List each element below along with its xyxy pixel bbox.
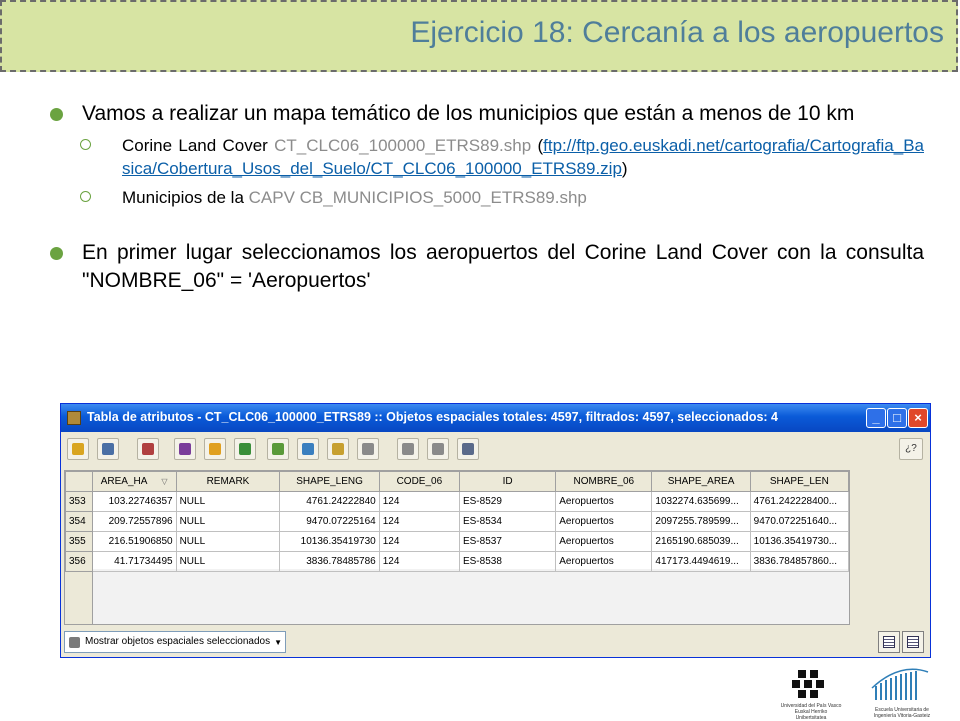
pan-button[interactable] <box>297 438 319 460</box>
school-logo-text: Escuela Universitaria de Ingeniería Vitoria-Gasteiz <box>873 707 931 719</box>
upv-ehu-logo <box>780 668 842 721</box>
delete-icon <box>142 443 154 455</box>
column-header-shape-leng[interactable]: SHAPE_LENG <box>280 472 379 492</box>
form-view-icon <box>907 636 919 648</box>
table-row[interactable] <box>66 532 849 552</box>
pencil-icon <box>72 443 84 455</box>
bullet-list <box>48 100 924 295</box>
minimize-button[interactable]: _ <box>866 408 886 428</box>
table-cell[interactable]: 41.71734495 <box>92 552 176 572</box>
save-button[interactable] <box>97 438 119 460</box>
close-button[interactable]: × <box>908 408 928 428</box>
corine-download-link[interactable]: ftp://ftp.geo.euskadi.net/cartografia/Cartografia_Basica/Cobertura_Usos_del_Suelo/CT_CLC06_100000_ETRS89.zip <box>122 136 924 178</box>
column-header-nombre-06[interactable]: NOMBRE_06 <box>556 472 652 492</box>
table-cell[interactable]: NULL <box>176 492 280 512</box>
invert-selection-icon <box>272 443 284 455</box>
help-button[interactable]: ¿? <box>899 438 923 460</box>
table-cell[interactable]: NULL <box>176 552 280 572</box>
grid-empty-area <box>93 569 849 624</box>
table-cell[interactable]: 124 <box>379 552 459 572</box>
copy-icon <box>362 443 374 455</box>
select-all-icon <box>209 443 221 455</box>
window-title: Tabla de atributos - CT_CLC06_100000_ETRS89 :: Objetos espaciales totales: 4597, filtrados: 4597, seleccionados: 4 <box>87 410 779 424</box>
field-calculator-button[interactable] <box>457 438 479 460</box>
table-cell[interactable]: ES-8529 <box>459 492 555 512</box>
ring-bullet-icon <box>80 191 91 202</box>
table-cell[interactable]: Aeropuertos <box>556 492 652 512</box>
table-cell[interactable]: ES-8537 <box>459 532 555 552</box>
corner-header[interactable] <box>66 472 93 492</box>
delete-column-icon <box>432 443 444 455</box>
municipios-file: CAPV CB_MUNICIPIOS_5000_ETRS89.shp <box>248 188 587 207</box>
save-icon <box>102 443 114 455</box>
copy-button[interactable] <box>357 438 379 460</box>
new-column-button[interactable] <box>397 438 419 460</box>
table-cell[interactable]: 4761.24222840 <box>280 492 379 512</box>
form-view-button[interactable] <box>902 631 924 653</box>
sort-arrow-icon: ▽ <box>161 477 168 486</box>
bottom-bar <box>64 629 926 655</box>
row-header[interactable]: 353 <box>66 492 93 512</box>
table-cell[interactable]: Aeropuertos <box>556 552 652 572</box>
table-cell[interactable]: 1032274.635699... <box>652 492 750 512</box>
attribute-grid[interactable] <box>64 470 850 625</box>
column-header-remark[interactable]: REMARK <box>176 472 280 492</box>
column-header-code-06[interactable]: CODE_06 <box>379 472 459 492</box>
filter-icon <box>69 637 80 648</box>
select-all-button[interactable] <box>204 438 226 460</box>
row-header[interactable]: 356 <box>66 552 93 572</box>
bullet-dot-icon <box>50 247 63 260</box>
expression-button[interactable] <box>174 438 196 460</box>
slide-title: Ejercicio 18: Cercanía a los aeropuertos <box>410 16 944 49</box>
sub-bullet-corine <box>48 134 924 180</box>
upv-emblem-icon <box>780 668 842 698</box>
column-header-shape-area[interactable]: SHAPE_AREA <box>652 472 750 492</box>
window-titlebar[interactable] <box>61 404 930 432</box>
delete-column-button[interactable] <box>427 438 449 460</box>
maximize-button[interactable]: □ <box>887 408 907 428</box>
show-features-dropdown[interactable] <box>64 631 286 653</box>
table-app-icon <box>67 411 81 425</box>
column-header-id[interactable]: ID <box>459 472 555 492</box>
sub-bullet-municipios <box>48 186 924 209</box>
table-cell[interactable]: 124 <box>379 512 459 532</box>
field-calculator-icon <box>462 443 474 455</box>
table-cell[interactable]: 124 <box>379 532 459 552</box>
table-cell[interactable]: NULL <box>176 532 280 552</box>
table-row[interactable] <box>66 512 849 532</box>
table-cell[interactable]: 9470.07225164 <box>280 512 379 532</box>
table-cell[interactable]: 103.22746357 <box>92 492 176 512</box>
municipios-label: Municipios de la <box>122 188 249 207</box>
zoom-icon <box>332 443 344 455</box>
zoom-button[interactable] <box>327 438 349 460</box>
pencil-button[interactable] <box>67 438 89 460</box>
show-features-label: Mostrar objetos espaciales seleccionados <box>85 636 271 647</box>
attribute-toolbar <box>64 434 926 466</box>
title-banner <box>0 0 958 72</box>
upv-logo-text: Universidad del País Vasco Euskal Herriko Unibertsitatea <box>780 703 842 721</box>
attribute-table-window <box>60 403 931 658</box>
table-cell[interactable]: 10136.35419730 <box>280 532 379 552</box>
attribute-table <box>65 471 849 572</box>
table-cell[interactable]: 10136.35419730... <box>750 532 848 552</box>
table-cell[interactable]: 4761.242228400... <box>750 492 848 512</box>
invert-selection-button[interactable] <box>267 438 289 460</box>
school-logo <box>866 666 938 719</box>
ring-bullet-icon <box>80 139 91 150</box>
delete-button[interactable] <box>137 438 159 460</box>
table-cell[interactable]: 3836.784857860... <box>750 552 848 572</box>
row-header[interactable]: 355 <box>66 532 93 552</box>
table-cell[interactable]: Aeropuertos <box>556 512 652 532</box>
school-emblem-icon <box>866 666 938 702</box>
table-cell[interactable]: Aeropuertos <box>556 532 652 552</box>
column-header-area-ha[interactable]: AREA_HA ▽ <box>92 472 176 492</box>
expression-icon <box>179 443 191 455</box>
move-top-icon <box>239 443 251 455</box>
bullet-dot-icon <box>50 108 63 121</box>
corine-file: CT_CLC06_100000_ETRS89.shp <box>274 136 532 155</box>
table-row[interactable] <box>66 492 849 512</box>
bullet-text-2: En primer lugar seleccionamos los aeropuertos del Corine Land Cover con la consulta "NOMBRE_06" = 'Aeropuertos' <box>82 241 924 292</box>
table-cell[interactable]: 417173.4494619... <box>652 552 750 572</box>
new-column-icon <box>402 443 414 455</box>
close-paren: ) <box>621 159 628 178</box>
table-view-icon <box>883 636 895 648</box>
table-cell[interactable]: ES-8538 <box>459 552 555 572</box>
table-cell[interactable]: 216.51906850 <box>92 532 176 552</box>
corine-label: Corine Land Cover <box>122 136 275 155</box>
table-cell[interactable]: 2165190.685039... <box>652 532 750 552</box>
table-row[interactable] <box>66 552 849 572</box>
row-header[interactable]: 354 <box>66 512 93 532</box>
open-paren: ( <box>531 136 544 155</box>
table-cell[interactable]: 3836.78485786 <box>280 552 379 572</box>
table-cell[interactable]: 2097255.789599... <box>652 512 750 532</box>
bullet-text-1: Vamos a realizar un mapa temático de los municipios que están a menos de 10 km <box>82 102 855 125</box>
pan-icon <box>302 443 314 455</box>
table-cell[interactable]: NULL <box>176 512 280 532</box>
move-top-button[interactable] <box>234 438 256 460</box>
table-cell[interactable]: 124 <box>379 492 459 512</box>
table-cell[interactable]: 209.72557896 <box>92 512 176 532</box>
chevron-down-icon: ▼ <box>274 638 282 647</box>
table-view-button[interactable] <box>878 631 900 653</box>
table-cell[interactable]: ES-8534 <box>459 512 555 532</box>
bullet-item-2 <box>48 239 924 295</box>
bullet-item-1 <box>48 100 924 128</box>
table-cell[interactable]: 9470.072251640... <box>750 512 848 532</box>
column-header-shape-len[interactable]: SHAPE_LEN <box>750 472 848 492</box>
